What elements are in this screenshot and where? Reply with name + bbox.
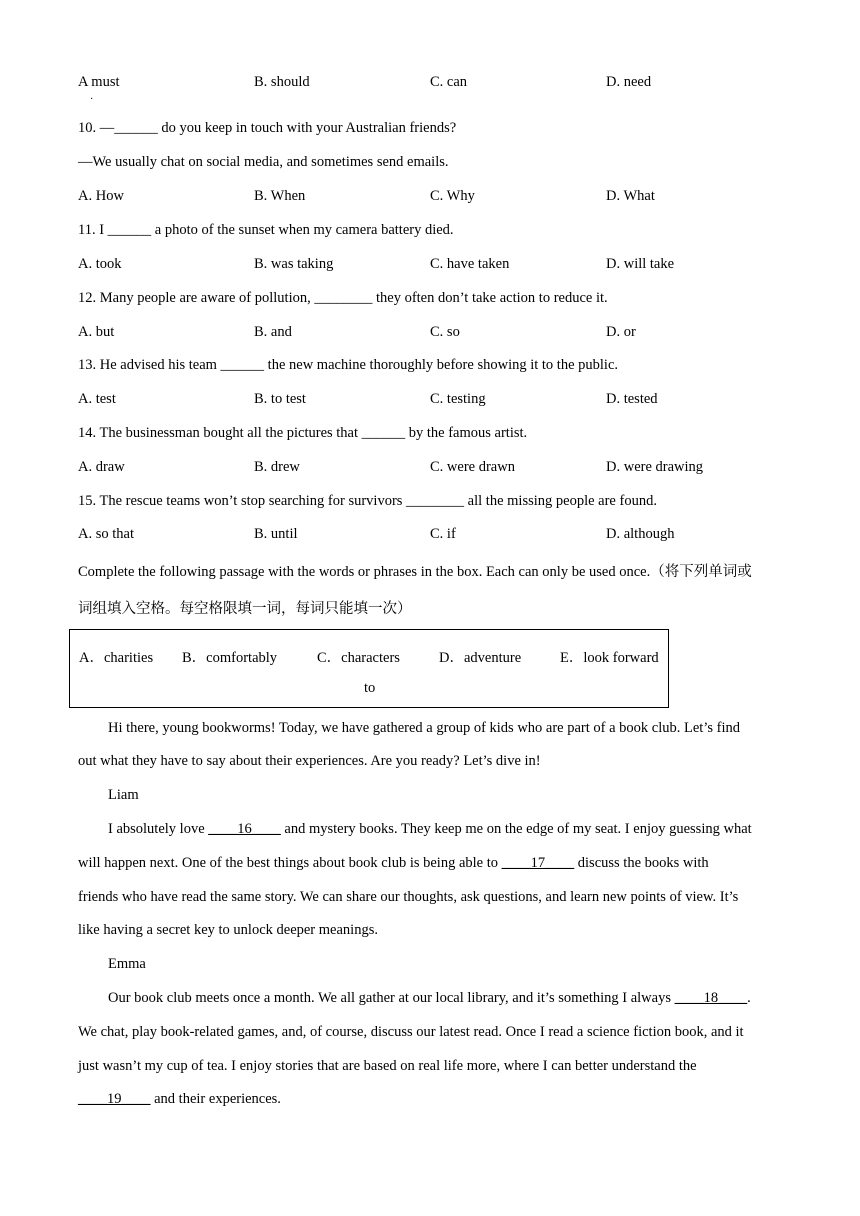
passage-intro-line-2: out what they have to say about their experiences. Are you ready? Let’s dive in! [78,753,541,769]
punctuation-dot: · [90,94,94,105]
liam-line-2 [78,855,709,872]
blank-18: ____18____ [674,990,748,1006]
text-run: Our book club meets once a month. We all gather at our local library, and it’s something I always [108,990,675,1006]
blank-19: ____19____ [78,1091,151,1107]
q15-option-c: C. if [430,526,456,542]
q15-option-a: A. so that [78,526,134,542]
speaker-name-emma: Emma [108,956,146,972]
word-box-item-c: C．characters [317,650,400,666]
liam-line-3: friends who have read the same story. We can share our thoughts, ask questions, and learn new points of view. It’s [78,889,739,905]
word-box-item-e-continuation: to [364,680,376,696]
q12-option-a: A. but [78,324,115,340]
q9-option-c: C. can [430,74,468,90]
q12-option-d: D. or [606,324,636,340]
q14-option-d: D. were drawing [606,459,704,475]
text-run: I absolutely love [108,821,209,837]
text-run: . [747,990,751,1006]
q13-option-d: D. tested [606,391,658,407]
word-box [69,629,669,708]
emma-line-2: We chat, play book-related games, and, of course, discuss our latest read. Once I read a science fiction book, and it [78,1024,744,1040]
q14-option-c: C. were drawn [430,459,515,475]
word-box-item-d: D．adventure [439,650,522,666]
emma-line-3: just wasn’t my cup of tea. I enjoy stories that are based on real life more, where I can better understand the [78,1058,697,1074]
q11-stem: 11. I ______ a photo of the sunset when my camera battery died. [78,222,454,238]
q14-stem: 14. The businessman bought all the pictures that ______ by the famous artist. [78,425,528,441]
text-run: and their experiences. [150,1091,281,1107]
text-run: and mystery books. They keep me on the edge of my seat. I enjoy guessing what [280,821,752,837]
liam-line-1 [108,821,752,838]
q9-option-a: A must [78,74,120,90]
q12-option-c: C. so [430,324,460,340]
passage-intro-line-1: Hi there, young bookworms! Today, we have gathered a group of kids who are part of a book club. Let’s find [108,720,740,736]
q15-option-b: B. until [254,526,298,542]
q11-option-b: B. was taking [254,256,334,272]
q15-option-d: D. although [606,526,675,542]
word-box-item-b: B．comfortably [182,650,278,666]
q14-option-a: A. draw [78,459,125,475]
q13-stem: 13. He advised his team ______ the new machine thoroughly before showing it to the public. [78,357,619,373]
q11-option-a: A. took [78,256,122,272]
q14-option-b: B. drew [254,459,300,475]
q9-option-d: D. need [606,74,652,90]
q10-option-b: B. When [254,188,306,204]
blank-16: ____16____ [208,821,281,837]
blank-17: ____17____ [501,855,575,871]
q11-option-d: D. will take [606,256,675,272]
text-run: discuss the books with [574,855,709,871]
q15-stem: 15. The rescue teams won’t stop searching for survivors ________ all the missing people are found. [78,493,657,509]
emma-line-4 [78,1091,281,1108]
q10-stem: 10. —______ do you keep in touch with your Australian friends? [78,120,457,136]
text-run: will happen next. One of the best things about book club is being able to [78,855,502,871]
emma-line-1 [108,990,751,1007]
q11-option-c: C. have taken [430,256,510,272]
speaker-name-liam: Liam [108,787,139,803]
instructions-line-1: Complete the following passage with the words or phrases in the box. Each can only be used once.（将下列单词或 [78,564,752,580]
q12-stem: 12. Many people are aware of pollution, ________ they often don’t take action to reduce it. [78,290,608,306]
q10-option-d: D. What [606,188,655,204]
q9-option-b: B. should [254,74,310,90]
q13-option-b: B. to test [254,391,306,407]
q13-option-a: A. test [78,391,116,407]
q10-answer-line: —We usually chat on social media, and sometimes send emails. [78,154,449,170]
instructions-line-2: 词组填入空格。每空格限填一词，每词只能填一次） [78,601,412,617]
word-box-item-e: E．look forward [560,650,659,666]
q10-option-c: C. Why [430,188,475,204]
liam-line-4: like having a secret key to unlock deeper meanings. [78,922,378,938]
q10-option-a: A. How [78,188,124,204]
word-box-item-a: A．charities [79,650,154,666]
q13-option-c: C. testing [430,391,486,407]
q12-option-b: B. and [254,324,292,340]
